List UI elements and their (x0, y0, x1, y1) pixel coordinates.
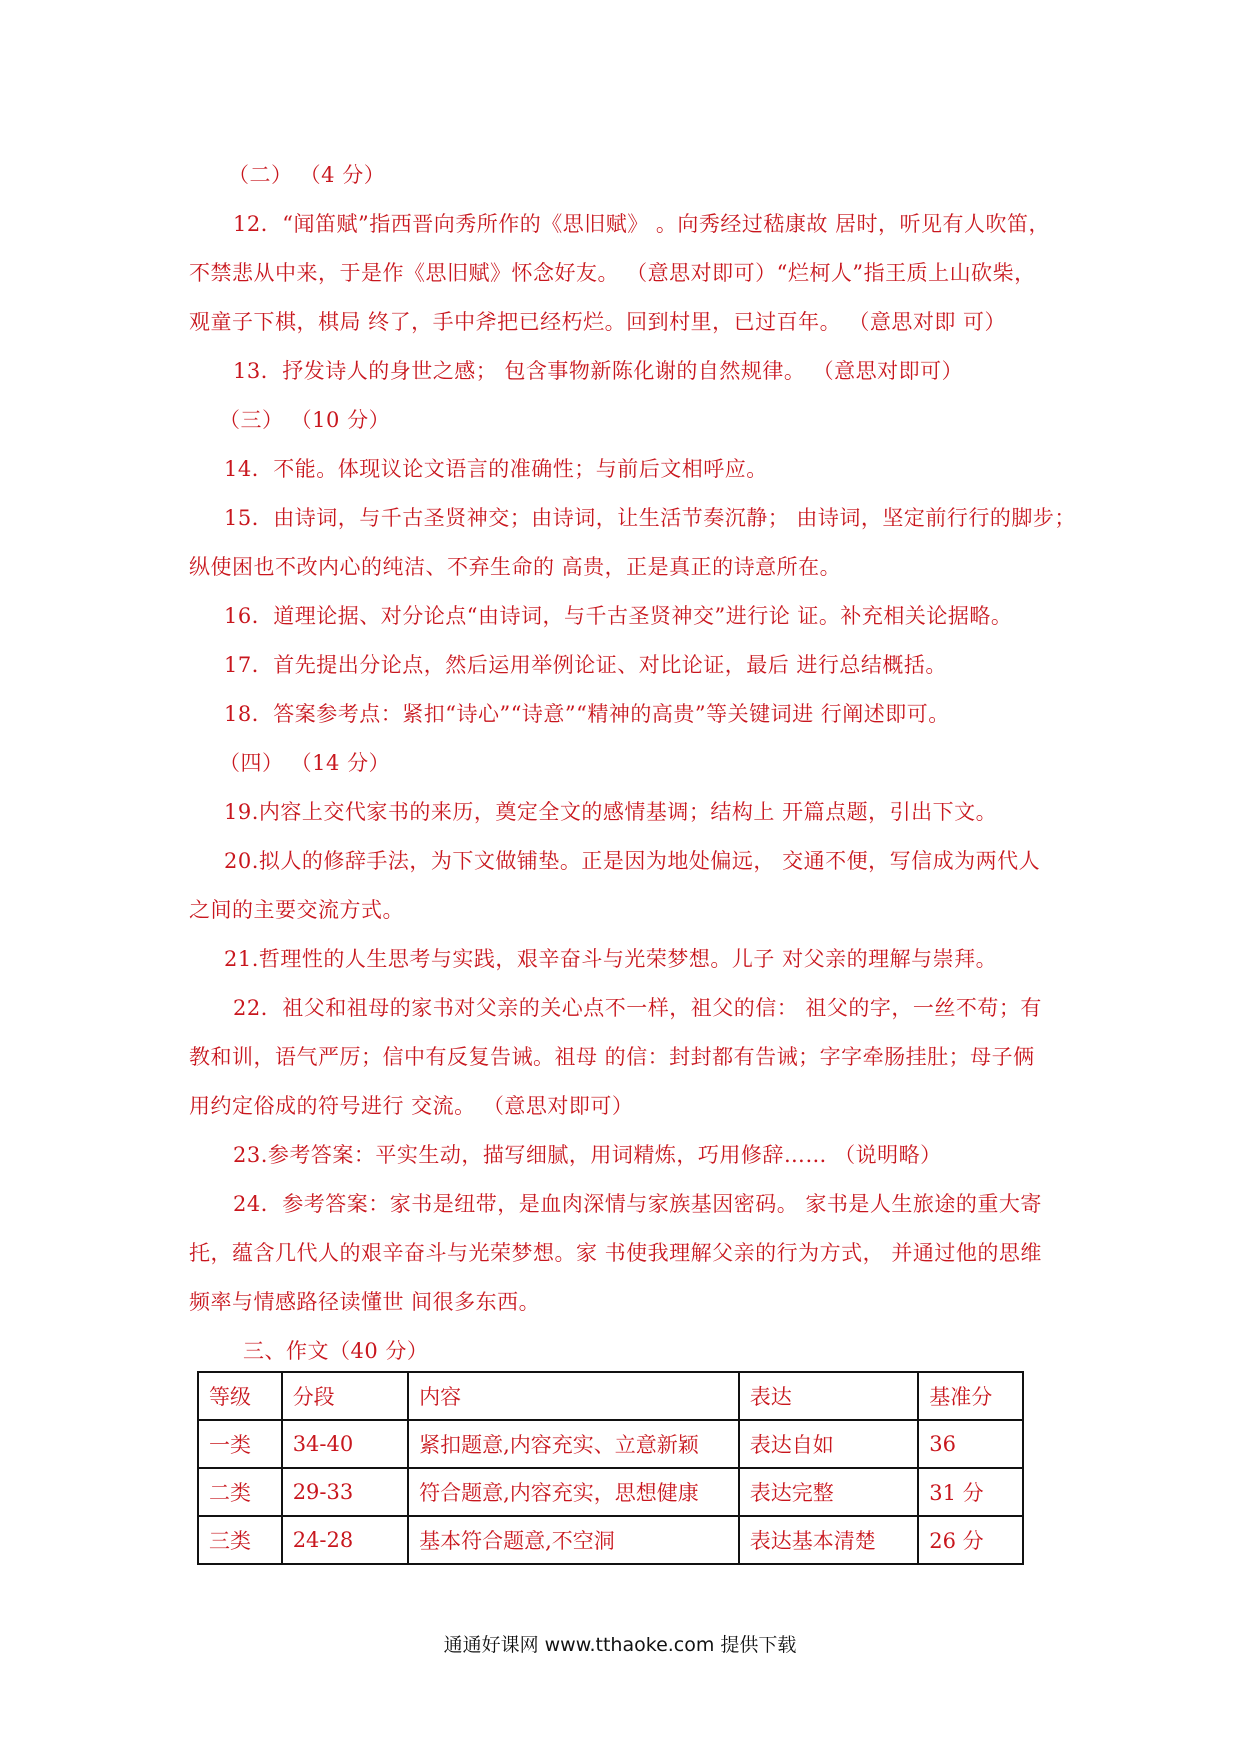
header-cell: 分段 (282, 1372, 408, 1420)
answer-19: 19.内容上交代家书的来历，奠定全文的感情基调；结构上 开篇点题，引出下文。 (224, 800, 998, 824)
table-row (198, 1468, 1023, 1516)
answer-14: 14．不能。体现议论文语言的准确性；与前后文相呼应。 (224, 457, 768, 481)
header-cell: 内容 (408, 1372, 739, 1420)
answer-12-line-2: 不禁悲从中来，于是作《思旧赋》怀念好友。 （意思对即可）“烂柯人”指王质上山砍柴， (189, 261, 1036, 285)
header-cell: 表达 (739, 1372, 919, 1420)
answer-17: 17．首先提出分论点，然后运用举例论证、对比论证，最后 进行总结概括。 (224, 653, 947, 677)
table-cell: 三类 (198, 1516, 282, 1564)
table-cell: 36 (918, 1420, 1023, 1468)
table-cell: 表达自如 (739, 1420, 919, 1468)
answer-15-line-1: 15．由诗词，与千古圣贤神交；由诗词，让生活节奏沉静； 由诗词，坚定前行行的脚步； (224, 506, 1076, 530)
answer-12-line-3: 观童子下棋，棋局 终了，手中斧把已经朽烂。回到村里，已过百年。 （意思对即 可） (189, 310, 1007, 334)
answer-24-line-3: 频率与情感路径读懂世 间很多东西。 (189, 1290, 541, 1314)
answer-24-line-2: 托，蕴含几代人的艰辛奋斗与光荣梦想。家 书使我理解父亲的行为方式， 并通过他的思维 (189, 1241, 1042, 1265)
table-row (198, 1516, 1023, 1564)
section-3-heading: （三） （10 分） (219, 408, 391, 432)
table-cell: 紧扣题意,内容充实、立意新颖 (408, 1420, 739, 1468)
answer-23: 23.参考答案：平实生动，描写细腻，用词精炼，巧用修辞…… （说明略） (233, 1143, 942, 1167)
answer-20-line-2: 之间的主要交流方式。 (189, 898, 404, 922)
table-cell: 表达完整 (739, 1468, 919, 1516)
table-cell: 符合题意,内容充实，思想健康 (408, 1468, 739, 1516)
table-cell: 表达基本清楚 (739, 1516, 919, 1564)
answer-16: 16．道理论据、对分论点“由诗词，与千古圣贤神交”进行论 证。补充相关论据略。 (224, 604, 1013, 628)
answer-22-line-3: 用约定俗成的符号进行 交流。 （意思对即可） (189, 1094, 634, 1118)
answer-24-line-1: 24．参考答案：家书是纽带，是血肉深情与家族基因密码。 家书是人生旅途的重大寄 (233, 1192, 1042, 1216)
table-cell: 二类 (198, 1468, 282, 1516)
table-cell: 29-33 (282, 1468, 408, 1516)
table-cell: 26 分 (918, 1516, 1023, 1564)
answer-12-line-1: 12．“闻笛赋”指西晋向秀所作的《思旧赋》 。向秀经过嵇康故 居时，听见有人吹笛， (233, 212, 1051, 236)
table-cell: 24-28 (282, 1516, 408, 1564)
section-4-heading: （四） （14 分） (219, 751, 391, 775)
header-cell: 等级 (198, 1372, 282, 1420)
section-2-heading: （二） （4 分） (228, 163, 386, 187)
answer-22-line-1: 22．祖父和祖母的家书对父亲的关心点不一样，祖父的信： 祖父的字，一丝不苟；有 (233, 996, 1042, 1020)
answer-20-line-1: 20.拟人的修辞手法，为下文做铺垫。正是因为地处偏远， 交通不便，写信成为两代人 (224, 849, 1041, 873)
answer-22-line-2: 教和训，语气严厉；信中有反复告诫。祖母 的信：封封都有告诫；字字牵肠挂肚；母子俩 (189, 1045, 1035, 1069)
table-header-row (198, 1372, 1023, 1420)
answer-18: 18．答案参考点：紧扣“诗心”“诗意”“精神的高贵”等关键词进 行阐述即可。 (224, 702, 950, 726)
page-footer: 通通好课网 www.tthaoke.com 提供下载 (443, 1634, 797, 1656)
essay-grading-table (197, 1371, 1024, 1565)
table-row (198, 1420, 1023, 1468)
essay-section-heading: 三、作文（40 分） (243, 1339, 429, 1363)
table-cell: 31 分 (918, 1468, 1023, 1516)
answer-13: 13．抒发诗人的身世之感； 包含事物新陈化谢的自然规律。 （意思对即可） (233, 359, 964, 383)
table-cell: 基本符合题意,不空洞 (408, 1516, 739, 1564)
table-cell: 34-40 (282, 1420, 408, 1468)
answer-21: 21.哲理性的人生思考与实践，艰辛奋斗与光荣梦想。儿子 对父亲的理解与崇拜。 (224, 947, 998, 971)
header-cell: 基准分 (918, 1372, 1023, 1420)
answer-15-line-2: 纵使困也不改内心的纯洁、不弃生命的 高贵，正是真正的诗意所在。 (189, 555, 842, 579)
table-cell: 一类 (198, 1420, 282, 1468)
